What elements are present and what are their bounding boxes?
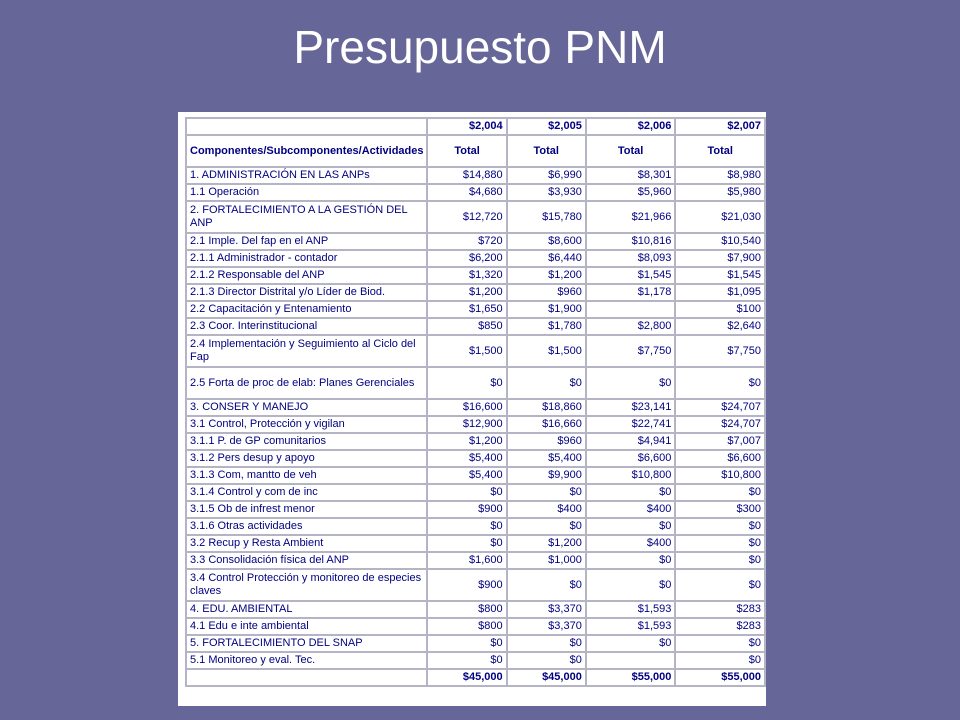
row-value: $100 <box>675 301 765 318</box>
table-row <box>186 233 765 250</box>
year-header-cell: $2,007 <box>675 118 765 135</box>
row-value: $18,860 <box>507 399 586 416</box>
row-value: $0 <box>675 518 765 535</box>
row-value: $1,178 <box>586 284 676 301</box>
table-row <box>186 284 765 301</box>
row-label: 2.4 Implementación y Seguimiento al Ciclo del Fap <box>186 335 427 367</box>
column-header-total: Total <box>586 135 676 167</box>
row-value: $5,400 <box>507 450 586 467</box>
row-value: $1,200 <box>427 284 506 301</box>
year-header-cell: $2,004 <box>427 118 506 135</box>
table-row <box>186 535 765 552</box>
row-value: $1,900 <box>507 301 586 318</box>
table-row <box>186 635 765 652</box>
total-value: $45,000 <box>427 669 506 686</box>
row-value: $3,370 <box>507 601 586 618</box>
row-value: $283 <box>675 601 765 618</box>
row-label: 3.1.5 Ob de infrest menor <box>186 501 427 518</box>
row-label: 2.2 Capacitación y Entenamiento <box>186 301 427 318</box>
row-value: $850 <box>427 318 506 335</box>
total-value: $55,000 <box>675 669 765 686</box>
row-value: $3,370 <box>507 618 586 635</box>
row-label: 3.1 Control, Protección y vigilan <box>186 416 427 433</box>
year-header-row <box>186 118 765 135</box>
row-value: $1,200 <box>507 267 586 284</box>
row-label: 3.1.6 Otras actividades <box>186 518 427 535</box>
column-header-total: Total <box>427 135 506 167</box>
table-row <box>186 201 765 233</box>
row-value: $800 <box>427 618 506 635</box>
row-value: $400 <box>586 535 676 552</box>
budget-table-body <box>186 118 765 686</box>
row-value: $0 <box>675 552 765 569</box>
row-value: $14,880 <box>427 167 506 184</box>
row-value: $1,200 <box>427 433 506 450</box>
table-row <box>186 467 765 484</box>
table-row <box>186 250 765 267</box>
row-value: $23,141 <box>586 399 676 416</box>
total-value: $55,000 <box>586 669 676 686</box>
table-row <box>186 518 765 535</box>
row-value: $283 <box>675 618 765 635</box>
row-value: $0 <box>675 569 765 601</box>
table-row <box>186 601 765 618</box>
row-value: $1,500 <box>427 335 506 367</box>
row-value: $1,200 <box>507 535 586 552</box>
table-row <box>186 433 765 450</box>
row-value: $1,593 <box>586 618 676 635</box>
row-label: 2.3 Coor. Interinstitucional <box>186 318 427 335</box>
row-value: $2,640 <box>675 318 765 335</box>
table-row <box>186 618 765 635</box>
row-value: $720 <box>427 233 506 250</box>
row-value: $7,900 <box>675 250 765 267</box>
row-value: $0 <box>427 518 506 535</box>
row-value: $7,007 <box>675 433 765 450</box>
row-value: $8,301 <box>586 167 676 184</box>
row-value: $960 <box>507 284 586 301</box>
row-label: 1. ADMINISTRACIÓN EN LAS ANPs <box>186 167 427 184</box>
row-value: $0 <box>427 535 506 552</box>
row-value <box>586 301 676 318</box>
slide-title: Presupuesto PNM <box>293 21 667 73</box>
table-row <box>186 552 765 569</box>
row-value: $21,966 <box>586 201 676 233</box>
table-row <box>186 569 765 601</box>
row-value: $21,030 <box>675 201 765 233</box>
row-value: $0 <box>507 652 586 669</box>
row-value: $0 <box>586 635 676 652</box>
table-row <box>186 184 765 201</box>
row-value: $400 <box>586 501 676 518</box>
row-label: 3.1.4 Control y com de inc <box>186 484 427 501</box>
row-value: $0 <box>675 367 765 399</box>
row-value: $8,093 <box>586 250 676 267</box>
row-value: $0 <box>675 635 765 652</box>
row-value: $24,707 <box>675 399 765 416</box>
row-value: $900 <box>427 569 506 601</box>
row-value: $0 <box>586 484 676 501</box>
row-value: $8,600 <box>507 233 586 250</box>
row-label: 3.3 Consolidación física del ANP <box>186 552 427 569</box>
row-value: $5,400 <box>427 467 506 484</box>
row-value: $400 <box>507 501 586 518</box>
row-label: 3.1.3 Com, mantto de veh <box>186 467 427 484</box>
row-value: $0 <box>586 367 676 399</box>
row-value: $12,900 <box>427 416 506 433</box>
row-value: $1,650 <box>427 301 506 318</box>
row-value: $6,990 <box>507 167 586 184</box>
row-value: $12,720 <box>427 201 506 233</box>
row-value: $0 <box>586 552 676 569</box>
budget-table <box>185 117 766 687</box>
row-value: $22,741 <box>586 416 676 433</box>
row-label: 3.4 Control Protección y monitoreo de especies claves <box>186 569 427 601</box>
row-value: $7,750 <box>675 335 765 367</box>
row-value: $1,545 <box>586 267 676 284</box>
row-value: $5,980 <box>675 184 765 201</box>
row-value: $1,780 <box>507 318 586 335</box>
row-value: $6,600 <box>675 450 765 467</box>
row-value: $9,900 <box>507 467 586 484</box>
table-row <box>186 399 765 416</box>
row-value: $24,707 <box>675 416 765 433</box>
row-value: $10,800 <box>675 467 765 484</box>
table-row <box>186 301 765 318</box>
totals-row <box>186 669 765 686</box>
row-value: $6,600 <box>586 450 676 467</box>
row-value: $15,780 <box>507 201 586 233</box>
table-row <box>186 367 765 399</box>
row-value: $10,800 <box>586 467 676 484</box>
budget-sheet <box>178 112 766 706</box>
row-value: $0 <box>675 652 765 669</box>
row-label: 4.1 Edu e inte ambiental <box>186 618 427 635</box>
row-value: $0 <box>586 518 676 535</box>
year-header-cell: $2,005 <box>507 118 586 135</box>
row-value: $0 <box>507 635 586 652</box>
table-row <box>186 450 765 467</box>
row-value: $5,400 <box>427 450 506 467</box>
row-label: 5.1 Monitoreo y eval. Tec. <box>186 652 427 669</box>
year-header-blank <box>186 118 427 135</box>
row-value: $4,680 <box>427 184 506 201</box>
table-row <box>186 501 765 518</box>
row-value: $1,095 <box>675 284 765 301</box>
row-value: $1,320 <box>427 267 506 284</box>
row-value: $4,941 <box>586 433 676 450</box>
row-label: 3.1.2 Pers desup y apoyo <box>186 450 427 467</box>
row-value: $0 <box>507 569 586 601</box>
row-value: $2,800 <box>586 318 676 335</box>
row-label: 2.5 Forta de proc de elab: Planes Gerenciales <box>186 367 427 399</box>
row-value: $0 <box>427 484 506 501</box>
row-value: $6,440 <box>507 250 586 267</box>
table-row <box>186 652 765 669</box>
row-value: $0 <box>507 484 586 501</box>
column-header-label: Componentes/Subcomponentes/Actividades <box>186 135 427 167</box>
table-row <box>186 167 765 184</box>
row-value: $7,750 <box>586 335 676 367</box>
row-value: $1,000 <box>507 552 586 569</box>
row-value: $10,816 <box>586 233 676 250</box>
table-row <box>186 484 765 501</box>
row-value: $16,660 <box>507 416 586 433</box>
row-label: 2.1.1 Administrador - contador <box>186 250 427 267</box>
row-value: $960 <box>507 433 586 450</box>
row-label: 1.1 Operación <box>186 184 427 201</box>
row-label: 2.1.2 Responsable del ANP <box>186 267 427 284</box>
row-value: $0 <box>507 518 586 535</box>
column-header-row <box>186 135 765 167</box>
row-value: $0 <box>675 484 765 501</box>
row-value: $900 <box>427 501 506 518</box>
row-value: $1,500 <box>507 335 586 367</box>
table-row <box>186 416 765 433</box>
row-value: $6,200 <box>427 250 506 267</box>
total-value: $45,000 <box>507 669 586 686</box>
row-value: $800 <box>427 601 506 618</box>
row-label: 2.1 Imple. Del fap en el ANP <box>186 233 427 250</box>
totals-blank <box>186 669 427 686</box>
row-value: $300 <box>675 501 765 518</box>
row-label: 3.2 Recup y Resta Ambient <box>186 535 427 552</box>
row-value <box>586 652 676 669</box>
row-label: 4. EDU. AMBIENTAL <box>186 601 427 618</box>
row-label: 2. FORTALECIMIENTO A LA GESTIÓN DEL ANP <box>186 201 427 233</box>
column-header-total: Total <box>675 135 765 167</box>
row-value: $8,980 <box>675 167 765 184</box>
row-value: $0 <box>427 367 506 399</box>
row-label: 2.1.3 Director Distrital y/o Líder de Biod. <box>186 284 427 301</box>
row-label: 3. CONSER Y MANEJO <box>186 399 427 416</box>
year-header-cell: $2,006 <box>586 118 676 135</box>
row-value: $0 <box>586 569 676 601</box>
table-row <box>186 335 765 367</box>
row-label: 3.1.1 P. de GP comunitarios <box>186 433 427 450</box>
row-label: 5. FORTALECIMIENTO DEL SNAP <box>186 635 427 652</box>
table-row <box>186 267 765 284</box>
row-value: $10,540 <box>675 233 765 250</box>
row-value: $1,600 <box>427 552 506 569</box>
row-value: $1,545 <box>675 267 765 284</box>
row-value: $3,930 <box>507 184 586 201</box>
row-value: $0 <box>427 652 506 669</box>
row-value: $1,593 <box>586 601 676 618</box>
row-value: $16,600 <box>427 399 506 416</box>
row-value: $0 <box>427 635 506 652</box>
column-header-total: Total <box>507 135 586 167</box>
row-value: $0 <box>507 367 586 399</box>
table-row <box>186 318 765 335</box>
row-value: $5,960 <box>586 184 676 201</box>
row-value: $0 <box>675 535 765 552</box>
